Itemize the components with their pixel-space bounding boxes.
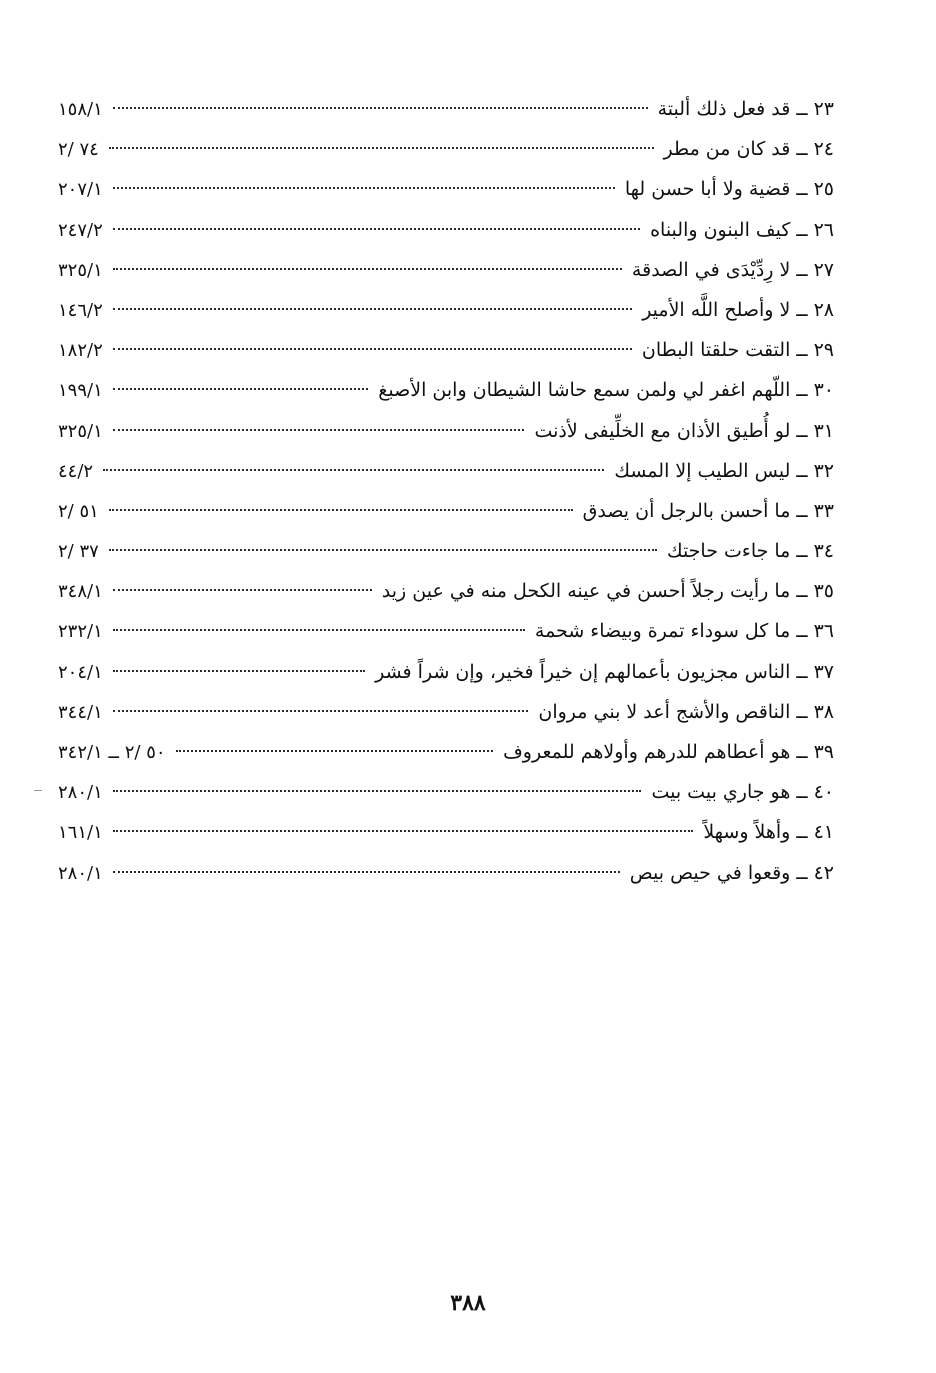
- index-entry: [58, 735, 834, 775]
- entry-page-reference: ٢٨٠/١: [58, 782, 103, 804]
- index-entry: [58, 132, 834, 172]
- dot-leader: [113, 589, 372, 591]
- index-entry: [58, 253, 834, 293]
- dot-leader: [113, 830, 694, 832]
- index-entry: [58, 333, 834, 373]
- entry-page-reference: ٢٤٧/٢: [58, 219, 103, 241]
- entry-title: ٣٧ ــ الناس مجزيون بأعمالهم إن خيراً فخير، وإن شراً فشر: [375, 660, 834, 683]
- index-entry: [58, 92, 834, 132]
- dot-leader: [113, 348, 632, 350]
- entry-page-reference: ٣٧ /٢: [58, 541, 99, 563]
- dot-leader: [113, 107, 648, 109]
- entry-title: ٢٤ ــ قد كان من مطر: [663, 138, 834, 161]
- dot-leader: [109, 147, 654, 149]
- index-entry: [58, 172, 834, 212]
- entry-page-reference: ٢٣٢/١: [58, 621, 103, 643]
- dot-leader: [113, 710, 529, 712]
- dot-leader: [113, 187, 615, 189]
- entry-title: ٤٢ ــ وقعوا في حيص بيص: [629, 861, 834, 884]
- index-entry: [58, 815, 834, 855]
- entry-title: ٣٢ ــ ليس الطيب إلا المسك: [614, 459, 834, 482]
- entry-title: ٣١ ــ لو أُطيق الأذان مع الخلِّيفى لأذنت: [534, 419, 834, 442]
- index-entry: [58, 293, 834, 333]
- proverb-index-list: [58, 92, 834, 896]
- dot-leader: [113, 388, 369, 390]
- entry-page-reference: ١٥٨/١: [58, 99, 103, 120]
- dot-leader: [113, 308, 632, 310]
- entry-title: ٣٩ ــ هو أعطاهم للدرهم وأولاهم للمعروف: [503, 741, 834, 763]
- dot-leader: [103, 469, 604, 471]
- entry-title: ٣٨ ــ الناقص والأشج أعد لا بني مروان: [538, 700, 834, 723]
- entry-page-reference: ١٤٦/٢: [58, 299, 103, 321]
- entry-title: ٢٣ ــ قد فعل ذلك ألبتة: [657, 98, 834, 120]
- dot-leader: [113, 670, 365, 672]
- entry-title: ٢٨ ــ لا وأصلح اللَّه الأمير: [642, 298, 834, 321]
- margin-mark: [34, 790, 42, 791]
- entry-page-reference: ٣٢٥/١: [58, 259, 103, 281]
- index-entry: [58, 856, 834, 896]
- entry-page-reference: ٥٠ /٢ ــ ٣٤٢/١: [58, 742, 166, 763]
- entry-title: ٢٦ ــ كيف البنون والبناه: [650, 218, 834, 241]
- entry-page-reference: ٢٨٠/١: [58, 862, 103, 884]
- dot-leader: [109, 549, 657, 551]
- entry-title: ٤٠ ــ هو جاري بيت بيت: [651, 781, 834, 804]
- entry-page-reference: ٥١ /٢: [58, 500, 99, 522]
- entry-title: ٣٦ ــ ما كل سوداء تمرة وبيضاء شحمة: [534, 620, 834, 643]
- page-number: ٣٨٨: [450, 1290, 486, 1316]
- dot-leader: [176, 750, 494, 752]
- entry-title: ٣٣ ــ ما أحسن بالرجل أن يصدق: [582, 499, 834, 522]
- entry-page-reference: ١٦١/١: [58, 822, 103, 844]
- index-entry: [58, 574, 834, 614]
- entry-page-reference: ٤٤/٢: [58, 460, 94, 482]
- index-entry: [58, 373, 834, 413]
- entry-page-reference: ١٨٢/٢: [58, 340, 103, 362]
- dot-leader: [113, 871, 620, 873]
- entry-title: ٣٥ ــ ما رأيت رجلاً أحسن في عينه الكحل منه في عين زيد: [381, 580, 834, 603]
- dot-leader: [113, 429, 525, 431]
- dot-leader: [113, 228, 640, 230]
- entry-title: ٢٧ ــ لا رِدِّيْدَى في الصدقة: [631, 258, 834, 281]
- entry-title: ٣٠ ــ اللّهم اغفر لي ولمن سمع حاشا الشيطان وابن الأصبغ: [378, 379, 834, 402]
- entry-page-reference: ٣٤٨/١: [58, 581, 103, 603]
- entry-page-reference: ٣٢٥/١: [58, 420, 103, 442]
- index-entry: [58, 414, 834, 454]
- entry-page-reference: ٧٤ /٢: [58, 139, 99, 161]
- entry-page-reference: ٢٠٧/١: [58, 179, 103, 201]
- dot-leader: [113, 268, 622, 270]
- dot-leader: [113, 629, 525, 631]
- index-entry: [58, 213, 834, 253]
- index-entry: [58, 534, 834, 574]
- index-entry: [58, 454, 834, 494]
- index-entry: [58, 614, 834, 654]
- dot-leader: [113, 790, 642, 792]
- index-entry: [58, 695, 834, 735]
- entry-title: ٢٩ ــ التقت حلقتا البطان: [641, 339, 834, 362]
- entry-title: ٤١ ــ وأهلاً وسهلاً: [703, 821, 834, 844]
- entry-title: ٢٥ ــ قضية ولا أبا حسن لها: [624, 178, 834, 201]
- entry-page-reference: ٣٤٤/١: [58, 701, 103, 723]
- dot-leader: [109, 509, 573, 511]
- index-entry: [58, 775, 834, 815]
- entry-page-reference: ٢٠٤/١: [58, 661, 103, 683]
- entry-page-reference: ١٩٩/١: [58, 380, 103, 402]
- index-entry: [58, 494, 834, 534]
- index-entry: [58, 655, 834, 695]
- entry-title: ٣٤ ــ ما جاءت حاجتك: [666, 540, 834, 563]
